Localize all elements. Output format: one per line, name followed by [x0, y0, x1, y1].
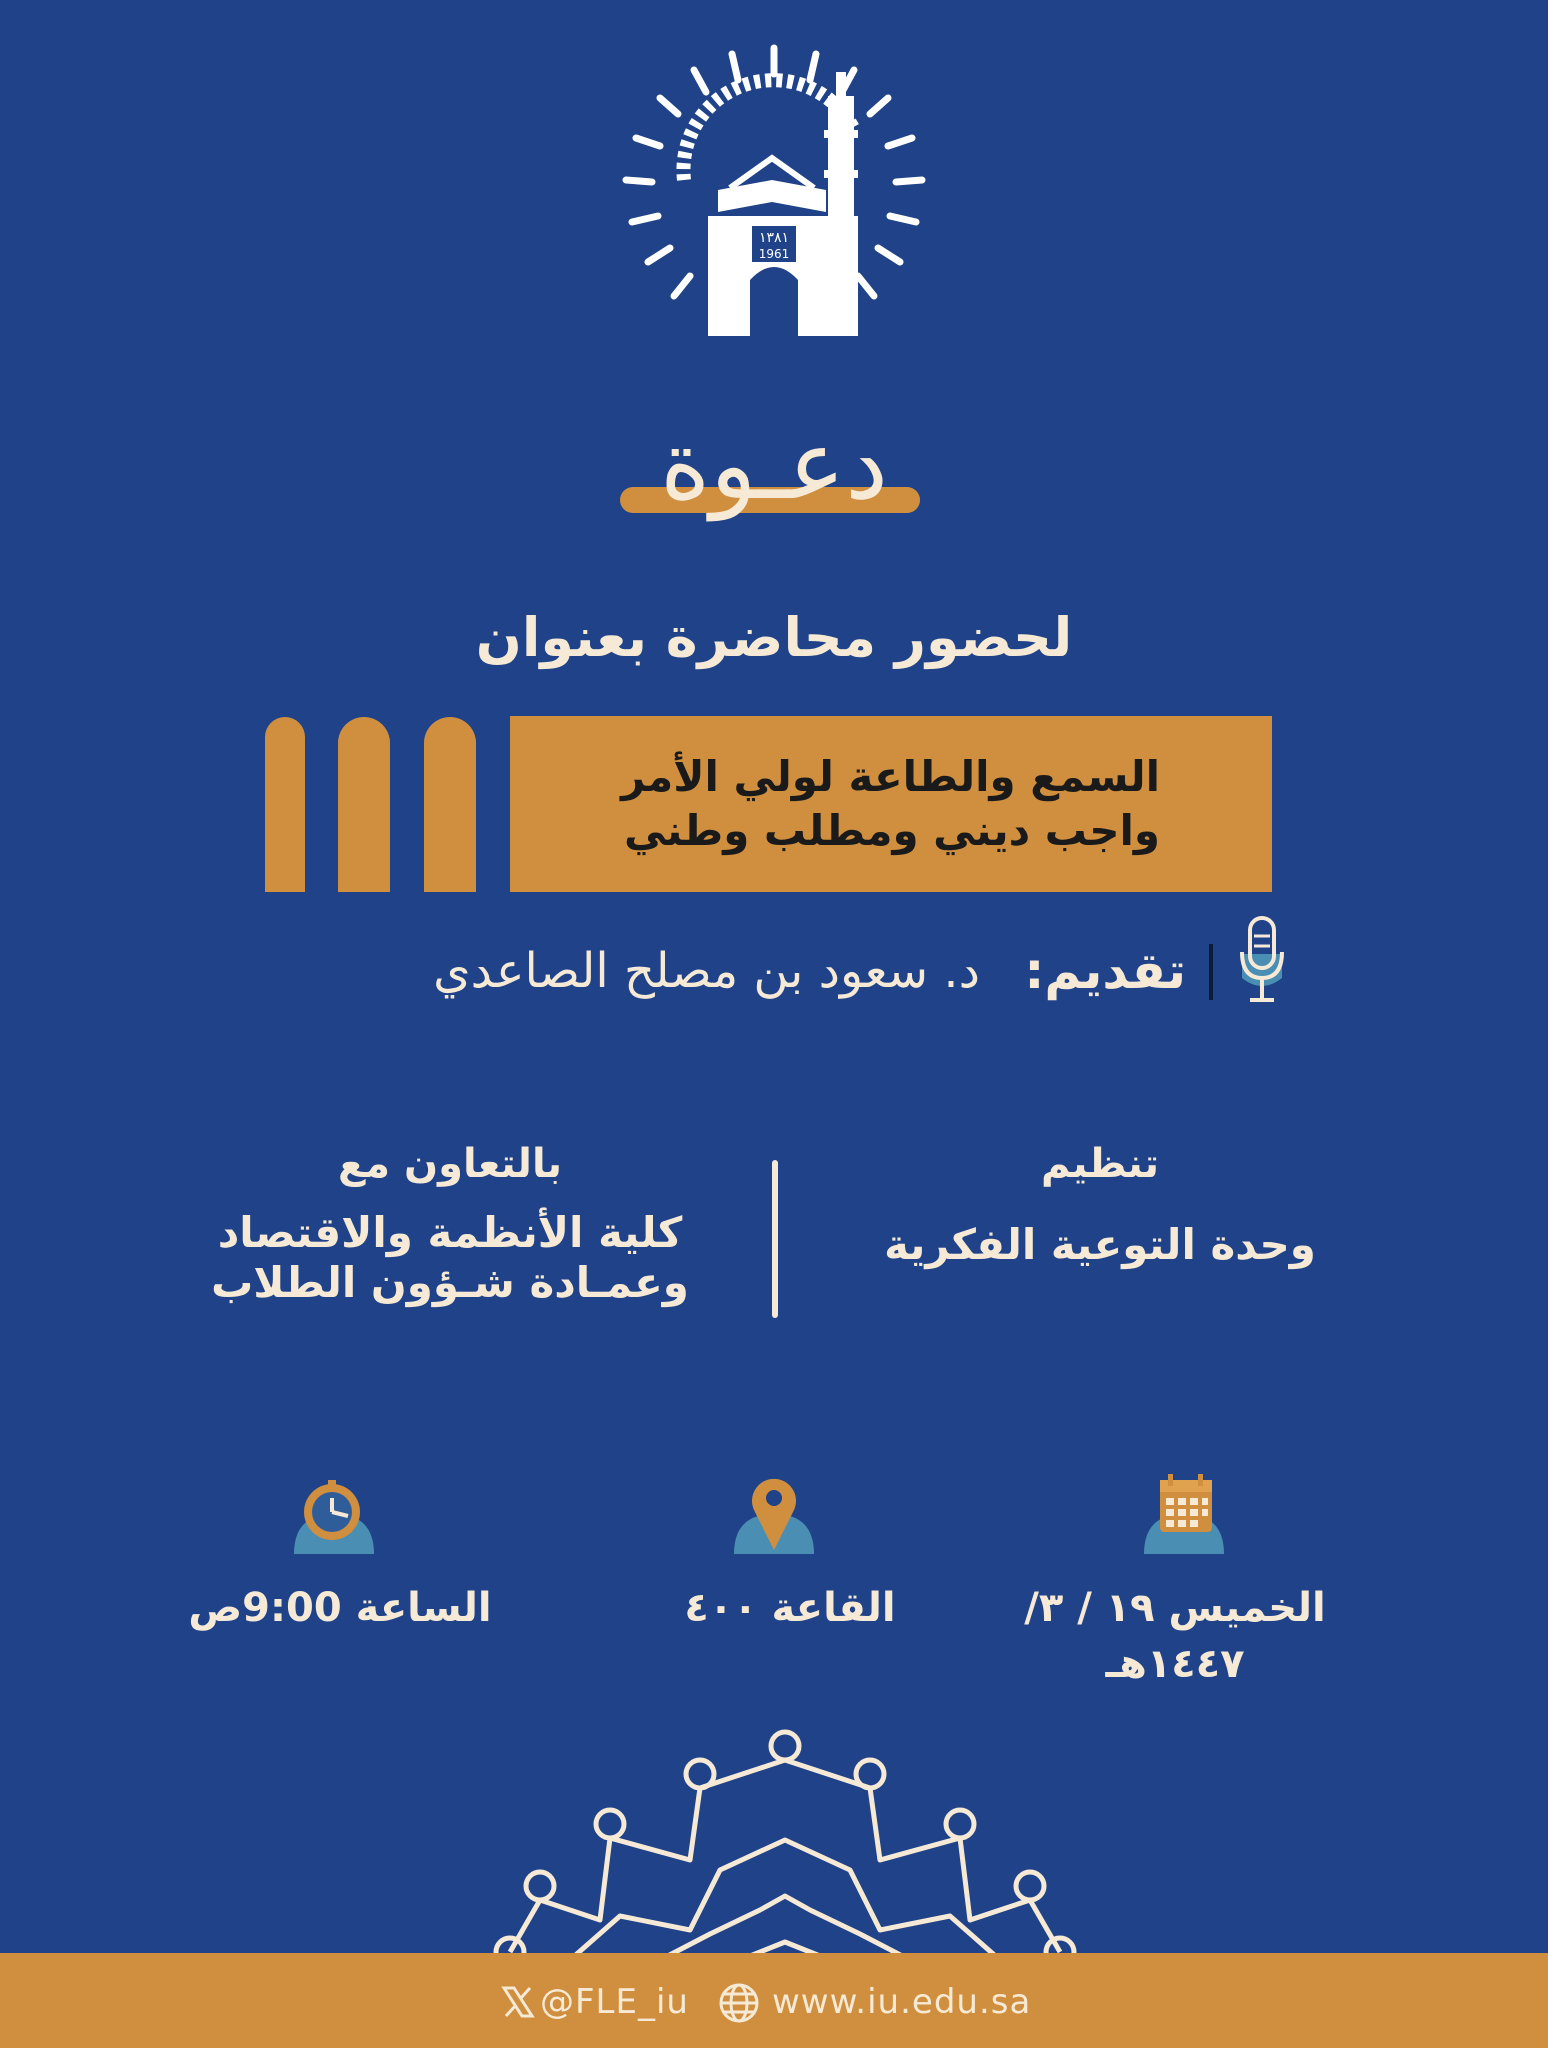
- lecture-title-line2: واجب ديني ومطلب وطني: [624, 806, 1160, 855]
- x-logo-icon[interactable]: [500, 1984, 536, 2020]
- globe-icon[interactable]: [718, 1982, 760, 2024]
- calendar-icon: [1142, 1470, 1226, 1554]
- event-date: الخميس ١٩ / ٣/ ١٤٤٧هـ: [1024, 1585, 1326, 1687]
- pillar-decor: [265, 717, 305, 892]
- event-location: القاعة ٤٠٠: [684, 1585, 896, 1631]
- logo-year-top: ١٣٨١: [758, 230, 790, 246]
- microphone-icon: [1236, 914, 1288, 1006]
- presenter-name: د. سعود بن مصلح الصاعدي: [433, 943, 980, 999]
- social-handle[interactable]: @FLE_iu: [540, 1982, 689, 2022]
- organizer-column: [860, 1140, 1340, 1270]
- event-time: الساعة 9:00ص: [188, 1585, 492, 1631]
- university-logo: [614, 40, 934, 360]
- location-pin-icon: [732, 1470, 816, 1554]
- pillar-decor: [424, 717, 476, 892]
- cooperation-line1: كلية الأنظمة والاقتصاد: [217, 1208, 683, 1257]
- organizer-heading: تنظيم: [1040, 1141, 1159, 1187]
- organizers-divider: [772, 1160, 778, 1318]
- lecture-title-line1: السمع والطاعة لولي الأمر: [621, 752, 1160, 801]
- clock-icon: [292, 1470, 376, 1554]
- presenter-separator: [1209, 944, 1213, 1000]
- cooperation-column: [190, 1140, 710, 1309]
- cooperation-line2: وعمـادة شـؤون الطلاب: [211, 1258, 689, 1308]
- logo-year-bottom: 1961: [758, 247, 790, 261]
- pillar-decor: [338, 717, 390, 892]
- website-link[interactable]: www.iu.edu.sa: [772, 1982, 1032, 2022]
- community-ring-decor: [490, 1720, 1080, 1960]
- cooperation-heading: بالتعاون مع: [337, 1141, 562, 1187]
- presenter-label: تقديم:: [1024, 942, 1186, 1000]
- invite-text: لحضور محاضرة بعنوان: [475, 606, 1073, 669]
- organizer-name: وحدة التوعية الفكرية: [884, 1220, 1316, 1269]
- brand-text: دعـوة: [659, 409, 889, 521]
- lecture-title-box: [510, 716, 1272, 892]
